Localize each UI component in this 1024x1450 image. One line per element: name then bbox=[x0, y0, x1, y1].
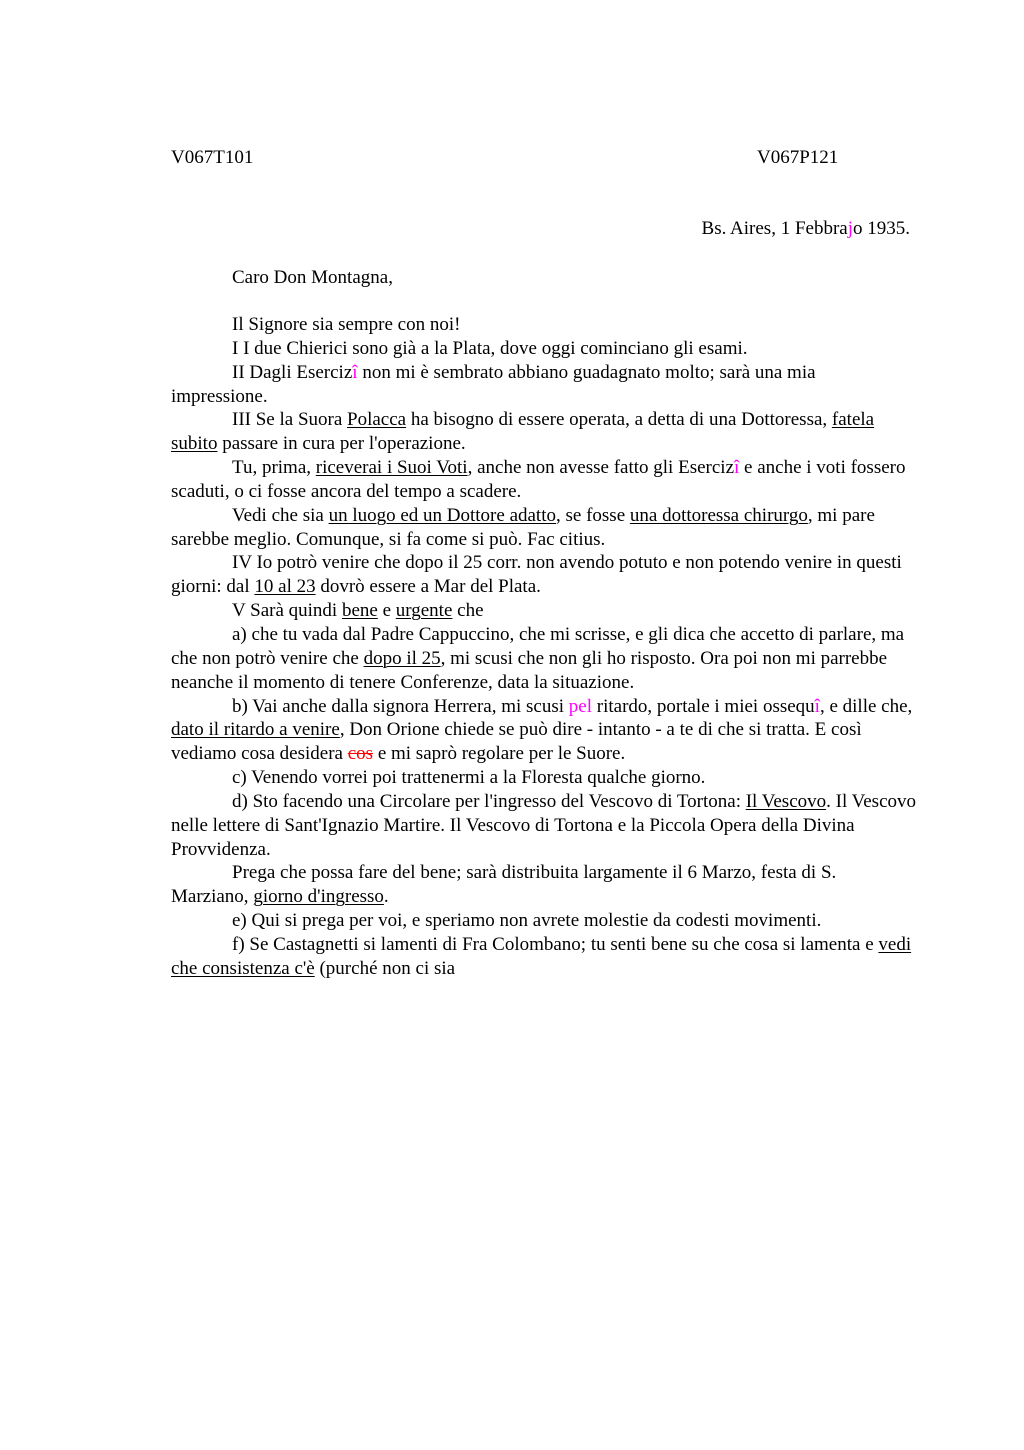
letter-paragraph bbox=[171, 337, 916, 361]
date-text-start: Bs. Aires, 1 Febbra bbox=[701, 218, 848, 239]
underlined-text: una dottoressa chirurgo bbox=[629, 504, 808, 526]
text-run: e bbox=[377, 600, 396, 622]
text-run: e mi saprò regolare per le Suore. bbox=[373, 743, 626, 765]
text-run: , anche non avesse fatto gli Eserciz bbox=[467, 457, 734, 479]
text-run: I I due Chierici sono già a la Plata, dove oggi cominciano gli esami. bbox=[232, 337, 748, 359]
text-run: a) che tu vada dal Padre Cappuccino, che mi scrisse, e gli dica che accetto di parlare, ma che non potrò venire che bbox=[171, 623, 905, 669]
text-run: , e dille che, bbox=[819, 695, 913, 717]
underlined-text: dopo il 25 bbox=[363, 647, 441, 669]
letter-paragraph bbox=[171, 313, 916, 337]
letter-paragraph bbox=[171, 456, 916, 504]
text-run: ritardo, portale i miei ossequ bbox=[592, 695, 815, 717]
underlined-text: Il Vescovo bbox=[745, 790, 827, 812]
letter-body bbox=[171, 313, 916, 981]
document-code-right: V067P121 bbox=[757, 147, 839, 168]
text-run: f) Se Castagnetti si lamenti di Fra Colombano; tu senti bene su che cosa si lamenta e bbox=[232, 933, 879, 955]
salutation: Caro Don Montagna, bbox=[232, 267, 393, 288]
letter-paragraph bbox=[171, 933, 916, 981]
text-run: dovrò essere a Mar del Plata. bbox=[315, 576, 541, 598]
underlined-text: 10 al 23 bbox=[254, 576, 316, 598]
text-run: IV Io potrò venire che dopo il 25 corr. non avendo potuto e non potendo venire in questi giorni: dal bbox=[171, 552, 902, 598]
text-run: Il Signore sia sempre con noi! bbox=[232, 314, 461, 335]
text-run: , mi pare sarebbe meglio. Comunque, si fa come si può. Fac citius. bbox=[171, 504, 875, 550]
underlined-text: fatela bbox=[831, 409, 875, 431]
letter-paragraph bbox=[171, 790, 916, 862]
underlined-text: Polacca bbox=[347, 409, 407, 431]
letter-paragraph bbox=[171, 623, 916, 695]
text-run: passare in cura per l'operazione. bbox=[217, 433, 466, 455]
letter-paragraph bbox=[171, 361, 916, 409]
underlined-text: dato il ritardo a venire bbox=[171, 719, 340, 741]
text-run: III Se la Suora bbox=[232, 409, 348, 431]
letter-paragraph bbox=[171, 504, 916, 552]
edit-mark: pel bbox=[568, 695, 592, 717]
underlined-text: subito bbox=[171, 433, 218, 455]
edit-mark: î bbox=[352, 361, 358, 383]
text-run: e) Qui si prega per voi, e speriamo non avrete molestie da codesti movimenti. bbox=[232, 910, 822, 932]
struck-text: cos bbox=[347, 743, 374, 765]
document-code-left: V067T101 bbox=[171, 147, 254, 168]
text-run: II Dagli Eserciz bbox=[232, 361, 353, 383]
letter-date bbox=[702, 217, 910, 241]
letter-paragraph bbox=[171, 766, 916, 790]
date-text-end: o 1935. bbox=[853, 218, 910, 239]
text-run: , Don Orione chiede se può dire - intanto - a te di che si tratta. E così vediamo cosa desidera bbox=[171, 719, 862, 765]
underlined-text: urgente bbox=[395, 600, 453, 622]
edit-mark: î bbox=[734, 457, 740, 479]
text-run: Prega che possa fare del bene; sarà distribuita largamente il 6 Marzo, festa di S. Marziano, bbox=[171, 862, 837, 908]
letter-paragraph bbox=[171, 861, 916, 909]
text-run: c) Venendo vorrei poi trattenermi a la Floresta qualche giorno. bbox=[232, 767, 706, 789]
text-run: , mi scusi che non gli ho risposto. Ora poi non mi parrebbe neanche il momento di tenere Conferenze, data la situazione. bbox=[171, 647, 888, 693]
underlined-text: vedi che consistenza c'è bbox=[171, 933, 912, 979]
text-run: . bbox=[383, 886, 389, 908]
text-run: (purché non ci sia bbox=[314, 957, 456, 979]
letter-paragraph bbox=[171, 551, 916, 599]
date-edit-mark: j bbox=[847, 218, 853, 239]
text-run: . Il Vescovo nelle lettere di Sant'Ignazio Martire. Il Vescovo di Tortona e la Piccola Opera della Divina Provvidenza. bbox=[171, 790, 917, 860]
text-run: Tu, prima, bbox=[232, 457, 316, 479]
text-run: e anche i voti fossero scaduti, o ci fosse ancora del tempo a scadere. bbox=[171, 457, 906, 502]
underlined-text: un luogo ed un Dottore adatto bbox=[328, 504, 556, 526]
text-run: b) Vai anche dalla signora Herrera, mi scusi bbox=[232, 695, 569, 717]
letter-paragraph bbox=[171, 408, 916, 456]
letter-paragraph bbox=[171, 695, 916, 767]
underlined-text: riceverai i Suoi Voti bbox=[315, 457, 468, 479]
edit-mark: î bbox=[814, 695, 820, 717]
text-run: V Sarà quindi bbox=[232, 600, 342, 622]
underlined-text: giorno d'ingresso bbox=[253, 886, 384, 908]
text-run: d) Sto facendo una Circolare per l'ingresso del Vescovo di Tortona: bbox=[232, 790, 746, 812]
text-run: ha bisogno di essere operata, a detta di una Dottoressa, bbox=[406, 409, 832, 431]
letter-paragraph bbox=[171, 599, 916, 623]
text-run: che bbox=[452, 600, 484, 622]
text-run: Vedi che sia bbox=[232, 504, 329, 526]
letter-paragraph bbox=[171, 909, 916, 933]
underlined-text: bene bbox=[341, 600, 378, 622]
text-run: non mi è sembrato abbiano guadagnato molto; sarà una mia impressione. bbox=[171, 361, 816, 407]
text-run: , se fosse bbox=[556, 504, 630, 526]
